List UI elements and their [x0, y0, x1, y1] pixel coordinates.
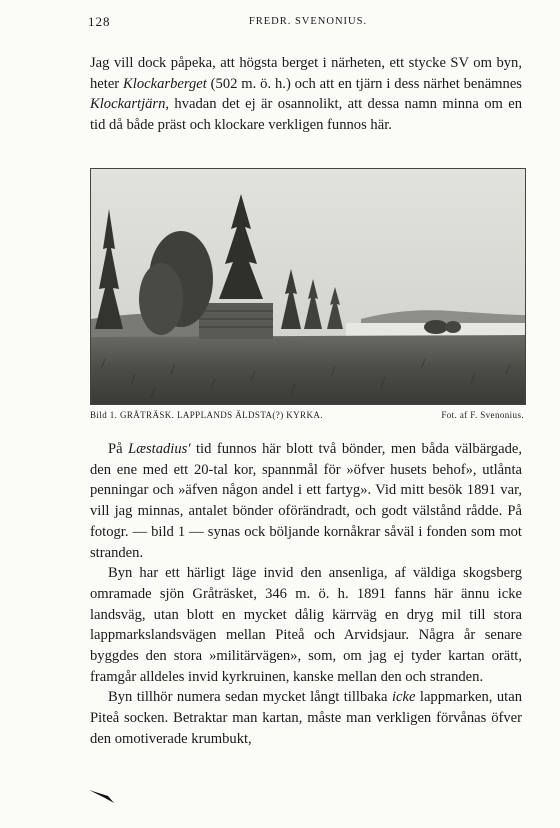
caption-title: Bild 1. GRÅTRÄSK. LAPPLANDS ÄLDSTA(?) KYRKA. — [90, 410, 323, 420]
p3-text-1: Byn tillhör numera sedan mycket långt tillbaka — [108, 689, 392, 706]
running-head — [88, 14, 528, 34]
body-text-block — [90, 439, 522, 750]
intro-text-3: , hvadan det ej är osannolikt, att dessa namn minna om en tid då både präst och klockare verkligen funnos här. — [90, 96, 522, 134]
name-laestadius: Læstadius' — [128, 441, 191, 457]
intro-text-1: Jag vill dock påpeka, att högsta berget i närheten, ett stycke SV om byn, heter — [90, 55, 522, 92]
page-number: 128 — [88, 14, 111, 29]
paragraph-village: Byn har ett härligt läge invid den ansenliga, af väldiga skogsberg omramade sjön Gråträsket, 346 m. ö. h. 1891 fanns här ännu icke landsväg, utan blott en mycket dålig kärrväg en dryg mil till stora lappmarkslandsvägen mellan Piteå och Arvidsjaur. Några år senare byggdes den stora »militärvägen», som, om jag ej tyder kartan orätt, framgår alldeles invid kyrkruinen, kanske mellan den och stranden. — [90, 565, 522, 685]
p1-text-2: tid funnos här blott två bönder, men båda välbärgade, den ene med ett 20-tal kor, spannmål för »öfver husets behof», utlånta penningar och »äfven någon andel i ett fartyg». Vid mitt besök 1891 var, vill jag minnas, antalet bönder oförändradt, och godt välstånd rådde. På fotogr. — bild 1 — synas ock böljande kornåkrar såväl i fonden som mot stranden. — [90, 441, 522, 561]
place-name-klockartjarn: Klockartjärn — [90, 96, 166, 113]
intro-text-2: (502 m. ö. h.) och att en tjärn i dess närhet benämnes — [206, 75, 522, 92]
running-head-author: FREDR. SVENONIUS. — [248, 16, 368, 27]
figure-caption — [90, 410, 524, 424]
intro-paragraph-block — [90, 53, 522, 136]
place-name-klockarberget: Klockarberget — [123, 75, 207, 92]
caption-credit: Fot. af F. Svenonius. — [441, 410, 524, 420]
church-photograph — [90, 168, 526, 405]
paragraph-parish — [90, 687, 522, 749]
p3-text-2: lappmarken, utan Piteå socken. Betraktar man kartan, måste man verkligen förvånas öfver den omotiverade krumbukt, — [90, 689, 522, 747]
word-icke: icke — [391, 689, 416, 706]
ink-mark-icon — [88, 788, 118, 809]
paragraph-laestadius — [90, 439, 522, 563]
p1-text-1: På — [108, 441, 129, 457]
intro-paragraph — [90, 53, 522, 136]
